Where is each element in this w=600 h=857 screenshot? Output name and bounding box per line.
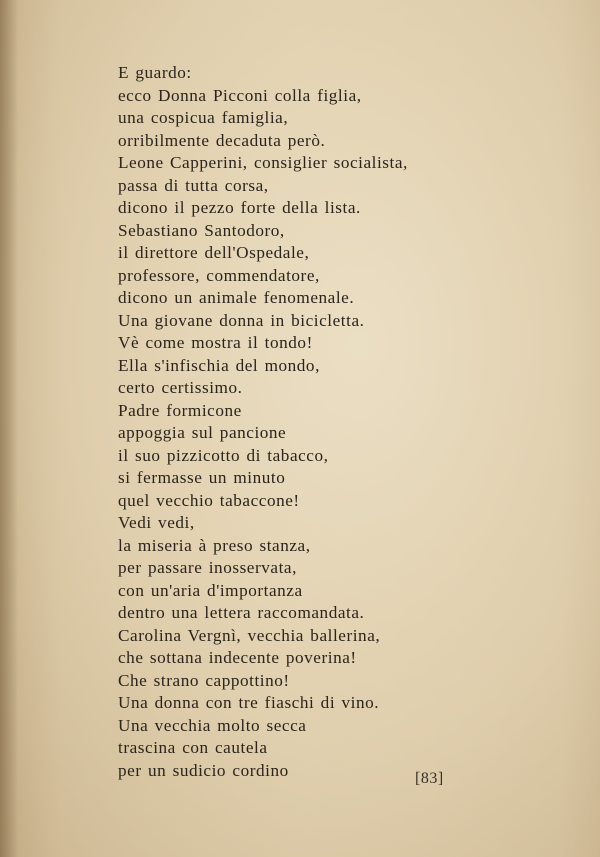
- poem-line: certo certissimo.: [118, 378, 243, 397]
- poem-line: Carolina Vergnì, vecchia ballerina,: [118, 625, 381, 645]
- poem-line: trascina con cautela: [118, 738, 268, 757]
- poem-line: Una vecchia molto secca: [118, 715, 307, 735]
- poem-line: Leone Capperini, consiglier socialista,: [118, 153, 408, 172]
- poem-line: ecco Donna Picconi colla figlia,: [118, 85, 362, 105]
- poem-line: Vè come mostra il tondo!: [118, 333, 313, 352]
- poem-line: per passare inosservata,: [118, 558, 297, 577]
- poem-line: appoggia sul pancione: [118, 423, 287, 442]
- poem-line: dicono un animale fenomenale.: [118, 288, 355, 307]
- poem-line: dentro una lettera raccomandata.: [118, 603, 365, 622]
- poem-line: Sebastiano Santodoro,: [118, 220, 285, 240]
- poem-line: che sottana indecente poverina!: [118, 648, 357, 667]
- page-number: [83]: [415, 770, 444, 787]
- poem-line: per un sudicio cordino: [118, 760, 289, 780]
- poem-line: Padre formicone: [118, 400, 242, 420]
- page-spine-shadow: [0, 0, 18, 857]
- poem-line: si fermasse un minuto: [118, 468, 286, 487]
- poem-line: una cospicua famiglia,: [118, 108, 289, 127]
- poem-line: passa di tutta corsa,: [118, 175, 269, 195]
- poem-line: Ella s'infischia del mondo,: [118, 355, 320, 375]
- poem-line: la miseria à preso stanza,: [118, 535, 311, 555]
- poem-line: Una donna con tre fiaschi di vino.: [118, 693, 380, 712]
- poem-line: il direttore dell'Ospedale,: [118, 243, 310, 262]
- poem-line: orribilmente decaduta però.: [118, 130, 326, 150]
- poem-line: il suo pizzicotto di tabacco,: [118, 445, 329, 465]
- poem-line: Vedi vedi,: [118, 513, 195, 532]
- poem-text: [118, 62, 498, 782]
- poem-line: quel vecchio tabaccone!: [118, 490, 300, 510]
- poem-line: professore, commendatore,: [118, 265, 320, 285]
- poem-line: Che strano cappottino!: [118, 670, 290, 690]
- poem-line: dicono il pezzo forte della lista.: [118, 198, 361, 217]
- poem-line: Una giovane donna in bicicletta.: [118, 310, 365, 330]
- poem-line: E guardo:: [118, 63, 192, 82]
- poem-line: con un'aria d'importanza: [118, 580, 303, 600]
